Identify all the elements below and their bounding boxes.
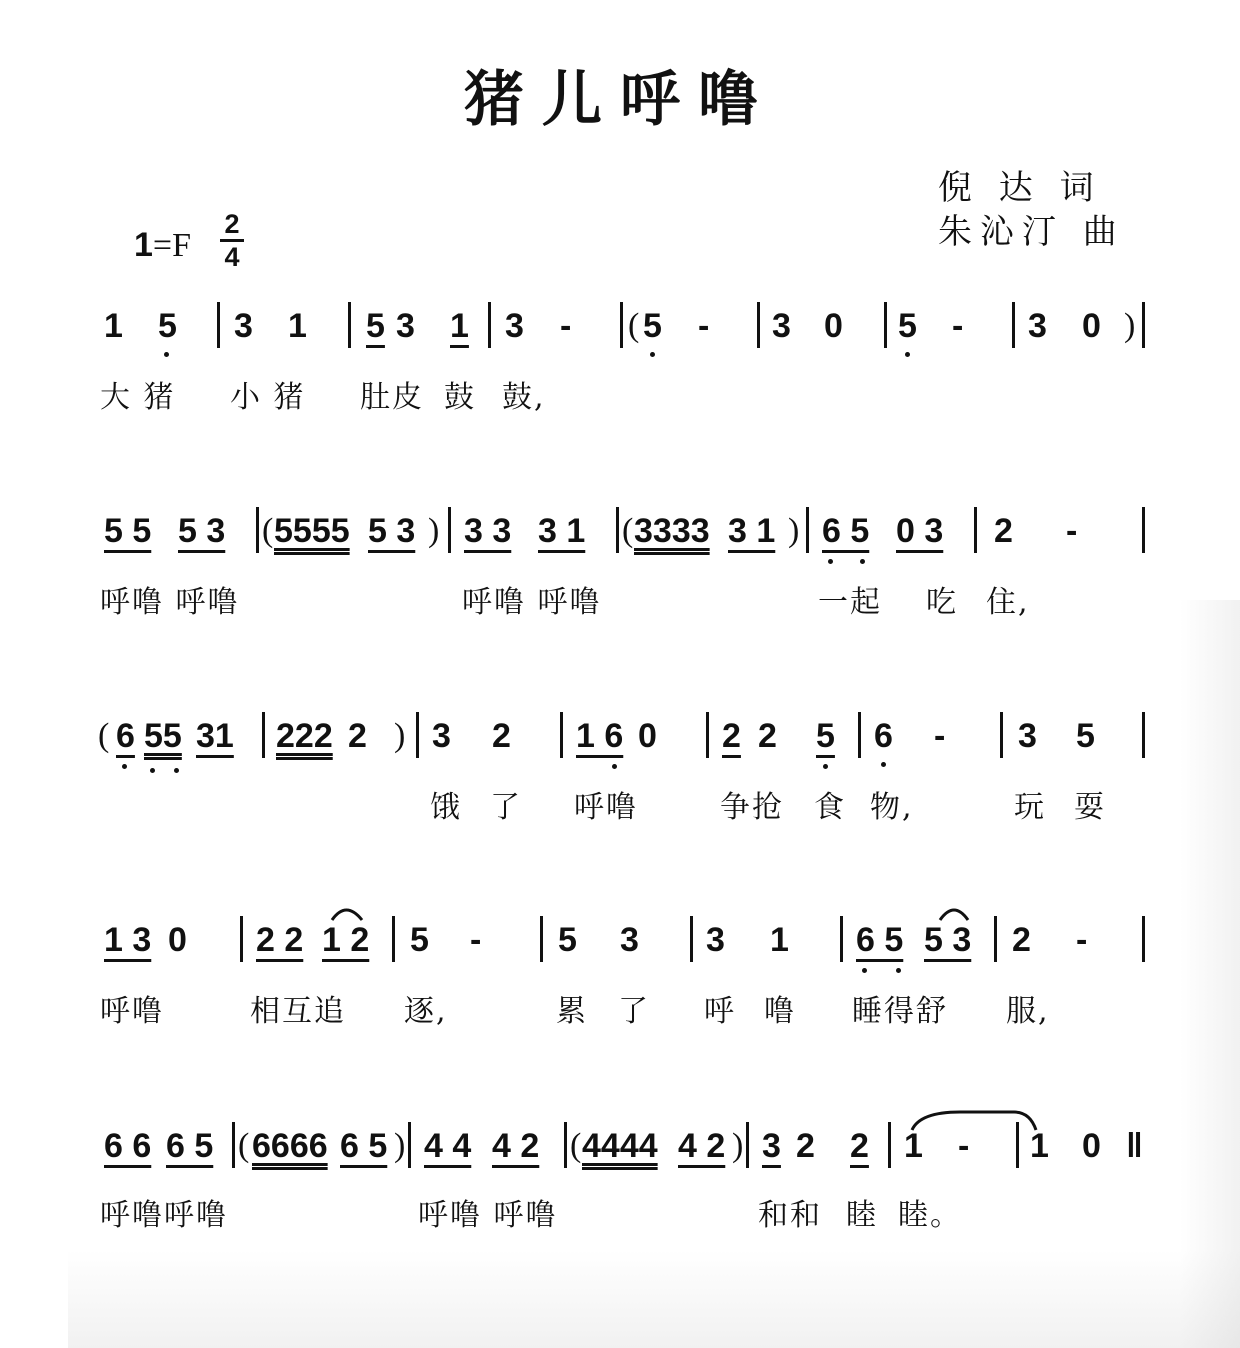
low-octave-dot [828,559,833,564]
note: - [934,717,946,755]
key-equals: = [152,227,173,264]
note: 6 6 [104,1127,152,1165]
low-octave-dot [650,352,655,357]
lyric: 了 [618,994,650,1029]
lyric: 和和 [758,1198,822,1233]
lyric: 累 [556,994,588,1029]
paren-open: ( [238,1127,250,1164]
bar-line [974,507,977,553]
note: 6 5 [340,1127,388,1165]
low-octave-dot [164,352,169,357]
bar-line [620,302,623,348]
lyric: 住, [986,585,1030,620]
note: 5 [643,307,662,345]
bar-line [884,302,887,348]
note: - [470,921,482,959]
bar-line [408,1122,411,1168]
low-octave-dot [860,559,865,564]
time-numerator: 2 [224,209,240,239]
low-octave-dot [174,768,179,773]
note: 1 [770,921,789,959]
note: 2 [722,717,741,755]
bar-line [232,1122,235,1168]
note-group: 55 [144,717,182,755]
note: 1 [904,1127,923,1165]
note: 3 [1028,307,1047,345]
staff-4 [0,914,1240,974]
note: 0 [638,717,657,755]
lyric: 耍 [1074,790,1106,825]
lyricist-credit: 倪 达 词 [938,168,1102,208]
bar-line [262,712,265,758]
note: 5 [410,921,429,959]
note: 2 [994,512,1013,550]
bar-line [1142,302,1145,348]
note: 3 [432,717,451,755]
bar-line [416,712,419,758]
lyric: 一起 [818,585,882,620]
time-signature [218,210,246,271]
paren-close: ) [732,1127,744,1164]
bar-line [560,712,563,758]
page-shadow [68,1250,1240,1348]
lyric: 物, [870,790,914,825]
note: 0 3 [896,512,944,550]
paren-open: ( [98,717,110,754]
note: 4 2 [678,1127,726,1165]
lyrics-line-5 [0,1190,1240,1233]
note: - [958,1127,970,1165]
lyric: 相互追 [250,994,346,1029]
lyric: 食 [814,790,846,825]
song-title: 猪儿呼噜 [464,65,776,135]
bar-line [488,302,491,348]
bar-line [392,916,395,962]
note: 6 [874,717,893,755]
bar-line [540,916,543,962]
note: 1 3 [104,921,152,959]
note: 2 [492,717,511,755]
low-octave-dot [881,762,886,767]
bar-line [840,916,843,962]
lyrics-line-3 [0,782,1240,825]
note: 4 4 [424,1127,472,1165]
note: - [952,307,964,345]
note: 2 [850,1127,869,1165]
note-group: 6666 [252,1127,328,1165]
note: 5 [1076,717,1095,755]
lyric: 睦 [846,1198,878,1233]
paren-open: ( [628,307,640,344]
staff-1 [0,300,1240,360]
bar-line [888,1122,891,1168]
staff-3 [0,710,1240,770]
note: 5 [366,307,385,345]
note: 4 2 [492,1127,540,1165]
bar-line [217,302,220,348]
bar-line [858,712,861,758]
lyrics-line-2 [0,577,1240,620]
note: 6 [116,717,135,755]
bar-line [1142,507,1145,553]
note: - [560,307,572,345]
note: 31 [196,717,234,755]
note: 6 5 [166,1127,214,1165]
note: 0 [1082,1127,1101,1165]
note: 3 3 [464,512,512,550]
note: 5 5 [104,512,152,550]
note: 3 [620,921,639,959]
lyric: 了 [490,790,522,825]
lyric: 呼噜 [574,790,638,825]
lyric: 呼噜 呼噜 [462,585,602,620]
lyric: 大 猪 [100,380,176,415]
lyric: 小 猪 [230,380,306,415]
note: - [1066,512,1078,550]
paren-close: ) [394,1127,406,1164]
bar-line [256,507,259,553]
note: 0 [168,921,187,959]
note: 3 1 [728,512,776,550]
note: 1 2 [322,921,370,959]
note: 2 [348,717,367,755]
lyric: 睡得舒 [852,994,948,1029]
lyric: 争抢 [720,790,784,825]
bar-line [1016,1122,1019,1168]
paren-close: ) [1124,307,1136,344]
lyric: 鼓, [502,380,546,415]
note: 3 [706,921,725,959]
note: 5 3 [368,512,416,550]
low-octave-dot [612,764,617,769]
lyric: 玩 [1014,790,1046,825]
note: 5 3 [924,921,972,959]
lyric: 呼噜 呼噜 [418,1198,558,1233]
bar-line [240,916,243,962]
note-group: 3333 [634,512,710,550]
bar-line [1142,712,1145,758]
note: 3 [234,307,253,345]
low-octave-dot [150,768,155,773]
note: - [698,307,710,345]
note: 2 [1012,921,1031,959]
note: 5 3 [178,512,226,550]
note: 5 [816,717,835,755]
note: 2 2 [256,921,304,959]
low-octave-dot [823,764,828,769]
key-tonic: 1 [134,226,153,264]
lyric: 饿 [430,790,462,825]
note: 1 [104,307,123,345]
bar-line [706,712,709,758]
paren-close: ) [394,717,406,754]
note: 3 1 [538,512,586,550]
bar-line [348,302,351,348]
lyric: 呼噜 呼噜 [100,585,240,620]
time-denominator: 4 [224,242,240,272]
note: 1 [288,307,307,345]
note: 3 [772,307,791,345]
lyric: 服, [1006,994,1050,1029]
note: - [1076,921,1088,959]
composer-credit: 朱沁汀 曲 [938,212,1125,252]
bar-line [1142,916,1145,962]
lyric: 呼 [704,994,736,1029]
low-octave-dot [122,764,127,769]
bar-line [746,1122,749,1168]
paren-open: ( [570,1127,582,1164]
note: 3 [396,307,415,345]
lyric: 噜 [764,994,796,1029]
bar-line [994,916,997,962]
bar-line [1012,302,1015,348]
bar-line [757,302,760,348]
note: 6 5 [822,512,870,550]
note: 6 5 [856,921,904,959]
note: 5 [158,307,177,345]
bar-line [448,507,451,553]
paren-open: ( [622,512,634,549]
key-name: F [172,227,192,264]
bar-line [690,916,693,962]
final-barline: ‖ [1126,1127,1143,1165]
key-signature [134,226,191,265]
bar-line [1000,712,1003,758]
paren-close: ) [788,512,800,549]
lyric: 逐, [404,994,448,1029]
paren-open: ( [262,512,274,549]
staff-5 [0,1120,1240,1180]
note: 1 [1030,1127,1049,1165]
note: 5 [898,307,917,345]
lyric: 肚皮 [360,380,424,415]
low-octave-dot [905,352,910,357]
lyric: 鼓 [444,380,476,415]
staff-2 [0,505,1240,565]
note-group: 222 [276,717,333,755]
bar-line [564,1122,567,1168]
low-octave-dot [862,968,867,973]
note: 2 [796,1127,815,1165]
note: 5 [558,921,577,959]
note: 3 [1018,717,1037,755]
note: 1 6 [576,717,624,755]
note-group: 5555 [274,512,350,550]
lyric: 呼噜 [100,994,164,1029]
note: 0 [1082,307,1101,345]
lyrics-line-1 [0,372,1240,415]
note: 3 [762,1127,781,1165]
note-group: 4444 [582,1127,658,1165]
lyric: 吃 [926,585,958,620]
note: 1 [450,307,469,345]
note: 0 [824,307,843,345]
low-octave-dot [896,968,901,973]
lyric: 睦。 [898,1198,962,1233]
lyric: 呼噜呼噜 [100,1198,228,1233]
paren-close: ) [428,512,440,549]
bar-line [616,507,619,553]
note: 2 [758,717,777,755]
note: 3 [505,307,524,345]
lyrics-line-4 [0,986,1240,1029]
bar-line [806,507,809,553]
